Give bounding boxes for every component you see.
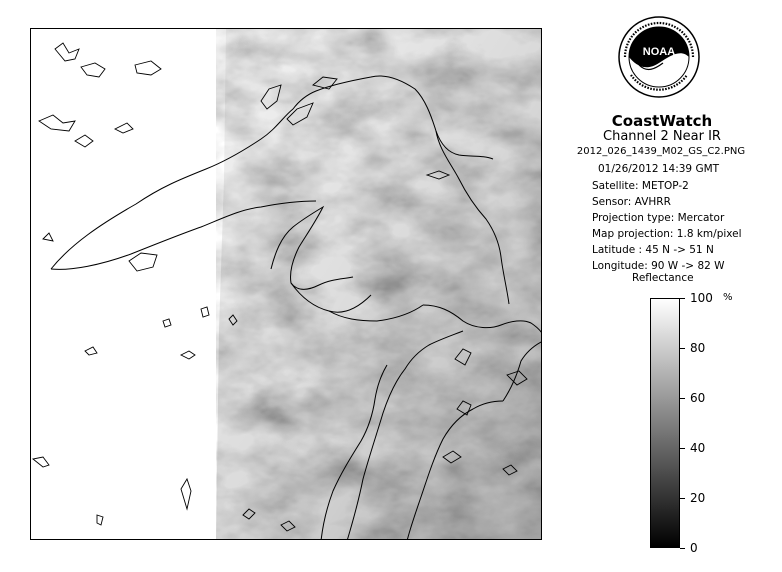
- image-filename: 2012_026_1439_M02_GS_C2.PNG: [576, 146, 746, 157]
- product-title: CoastWatch: [611, 112, 713, 130]
- colorbar-tick: [680, 348, 685, 349]
- longitude-text: Longitude: 90 W -> 82 W: [592, 260, 725, 272]
- reflectance-colorbar: [650, 298, 680, 548]
- colorbar-tick-label: 100: [690, 291, 713, 305]
- map-projection-text: Map projection: 1.8 km/pixel: [592, 228, 742, 240]
- colorbar-tick-label: 40: [690, 441, 706, 455]
- noaa-logo: [617, 15, 701, 99]
- colorbar-tick: [680, 448, 685, 449]
- satellite-text: Satellite: METOP-2: [592, 180, 689, 192]
- channel-subtitle: Channel 2 Near IR: [603, 129, 721, 144]
- logo-text: NOAA: [642, 46, 676, 58]
- colorbar-tick-label: 20: [690, 491, 706, 505]
- colorbar-tick: [680, 498, 685, 499]
- colorbar-tick-label: 60: [690, 391, 706, 405]
- map-canvas: [31, 29, 542, 540]
- latitude-text: Latitude : 45 N -> 51 N: [592, 244, 714, 256]
- colorbar-ticks: [680, 291, 740, 555]
- sensor-text: Sensor: AVHRR: [592, 196, 671, 208]
- satellite-map[interactable]: [30, 28, 542, 540]
- legend-title: Reflectance: [632, 272, 694, 284]
- colorbar-tick: [680, 548, 685, 549]
- legend-unit: %: [723, 292, 733, 303]
- colorbar-tick-label: 80: [690, 341, 706, 355]
- colorbar-tick: [680, 298, 685, 299]
- colorbar-tick: [680, 398, 685, 399]
- colorbar-tick-label: 0: [690, 541, 698, 555]
- projection-type-text: Projection type: Mercator: [592, 212, 725, 224]
- datetime-text: 01/26/2012 14:39 GMT: [598, 163, 720, 175]
